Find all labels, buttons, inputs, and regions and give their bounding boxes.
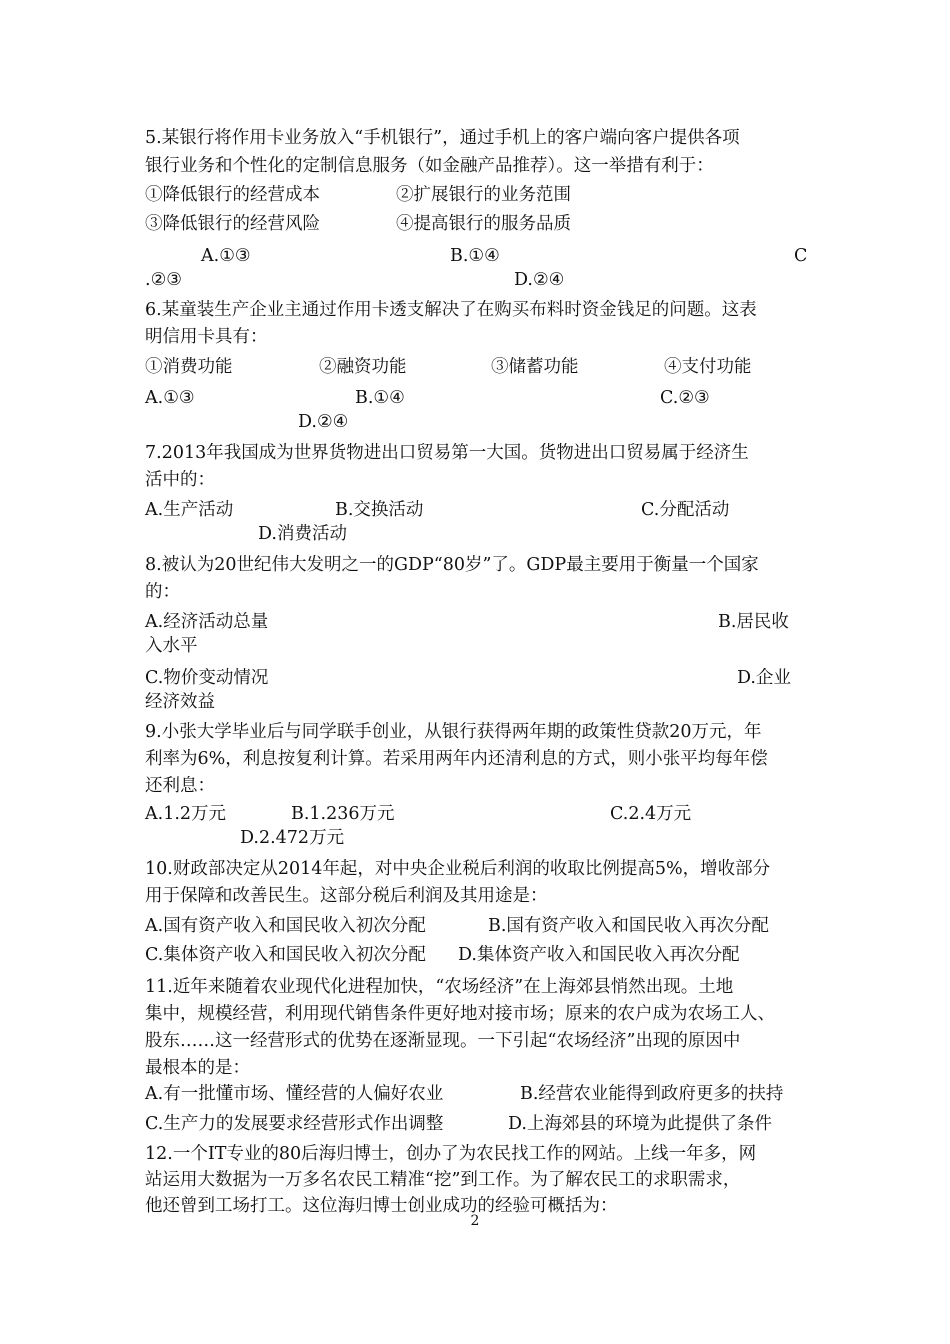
q6-statement-3: ③储蓄功能	[491, 357, 579, 377]
q11-choice-a: A.有一批懂市场、懂经营的人偏好农业	[145, 1084, 444, 1104]
q8-choice-b-part2: 入水平	[145, 636, 198, 656]
q6-statement-1: ①消费功能	[145, 357, 233, 377]
q5-statement-4: ④提高银行的服务品质	[396, 214, 571, 234]
q7-choice-c: C.分配活动	[641, 500, 730, 520]
q9-stem-line3: 还利息：	[145, 776, 215, 796]
q11-choice-d: D.上海郊县的环境为此提供了条件	[508, 1114, 772, 1134]
q5-choice-d: D.②④	[514, 270, 565, 290]
q8-choice-d-part2: 经济效益	[145, 692, 215, 712]
q5-choice-c-part2: .②③	[145, 270, 182, 290]
q9-choice-b: B.1.236万元	[291, 804, 395, 824]
q6-statement-2: ②融资功能	[319, 357, 407, 377]
q12-stem-line1: 12.一个IT专业的80后海归博士，创办了为农民找工作的网站。上线一年多，网	[145, 1144, 757, 1164]
q8-choice-a: A.经济活动总量	[145, 612, 269, 632]
q10-choice-b: B.国有资产收入和国民收入再次分配	[488, 916, 769, 936]
q6-choice-d: D.②④	[298, 412, 349, 432]
q7-stem-line1: 7.2013年我国成为世界货物进出口贸易第一大国。货物进出口贸易属于经济生	[145, 443, 749, 463]
q5-choice-c-part1: C	[794, 246, 808, 266]
q6-statement-4: ④支付功能	[664, 357, 752, 377]
q7-stem-line2: 活中的：	[145, 470, 215, 490]
q9-choice-c: C.2.4万元	[610, 804, 692, 824]
q8-stem-line1: 8.被认为20世纪伟大发明之一的GDP“80岁”了。GDP最主要用于衡量一个国家	[145, 555, 759, 575]
q8-choice-b-part1: B.居民收	[718, 612, 789, 632]
q5-statement-2: ②扩展银行的业务范围	[396, 185, 571, 205]
q8-choice-d-part1: D.企业	[737, 668, 791, 688]
q8-stem-line2: 的：	[145, 582, 180, 602]
q10-stem-line2: 用于保障和改善民生。这部分税后利润及其用途是：	[145, 886, 548, 906]
q7-choice-a: A.生产活动	[145, 500, 234, 520]
q11-choice-c: C.生产力的发展要求经营形式作出调整	[145, 1114, 444, 1134]
q6-choice-c: C.②③	[660, 388, 710, 408]
q12-stem-line2: 站运用大数据为一万多名农民工精准“挖”到工作。为了解农民工的求职需求，	[145, 1170, 741, 1190]
q11-stem-line4: 最根本的是：	[145, 1058, 250, 1078]
q5-choice-b: B.①④	[450, 246, 500, 266]
q5-statement-1: ①降低银行的经营成本	[145, 185, 320, 205]
q10-choice-c: C.集体资产收入和国民收入初次分配	[145, 945, 426, 965]
q11-stem-line2: 集中，规模经营，利用现代销售条件更好地对接市场；原来的农户成为农场工人、	[145, 1004, 775, 1024]
q6-choice-a: A.①③	[145, 388, 195, 408]
q5-stem-line1: 5.某银行将作用卡业务放入“手机银行”，通过手机上的客户端向客户提供各项	[145, 128, 740, 148]
q11-choice-b: B.经营农业能得到政府更多的扶持	[520, 1084, 784, 1104]
q11-stem-line1: 11.近年来随着农业现代化进程加快，“农场经济”在上海郊县悄然出现。土地	[145, 977, 734, 997]
q6-stem-line2: 明信用卡具有：	[145, 327, 268, 347]
q9-stem-line2: 利率为6%，利息按复利计算。若采用两年内还清利息的方式，则小张平均每年偿	[145, 749, 768, 769]
q10-choice-d: D.集体资产收入和国民收入再次分配	[458, 945, 740, 965]
q5-stem-line2: 银行业务和个性化的定制信息服务（如金融产品推荐）。这一举措有利于：	[145, 156, 714, 176]
q5-statement-3: ③降低银行的经营风险	[145, 214, 320, 234]
q11-stem-line3: 股东……这一经营形式的优势在逐渐显现。一下引起“农场经济”出现的原因中	[145, 1031, 741, 1051]
q9-choice-a: A.1.2万元	[145, 804, 227, 824]
q9-stem-line1: 9.小张大学毕业后与同学联手创业，从银行获得两年期的政策性贷款20万元，年	[145, 722, 762, 742]
q10-choice-a: A.国有资产收入和国民收入初次分配	[145, 916, 426, 936]
q6-choice-b: B.①④	[355, 388, 405, 408]
q9-choice-d: D.2.472万元	[240, 828, 345, 848]
q5-choice-a: A.①③	[201, 246, 251, 266]
page-number: 2	[470, 1213, 480, 1229]
q10-stem-line1: 10.财政部决定从2014年起，对中央企业税后利润的收取比例提高5%，增收部分	[145, 859, 771, 879]
q7-choice-d: D.消费活动	[258, 524, 347, 544]
q6-stem-line1: 6.某童装生产企业主通过作用卡透支解决了在购买布料时资金钱足的问题。这表	[145, 300, 757, 320]
q12-stem-line3: 他还曾到工场打工。这位海归博士创业成功的经验可概括为：	[145, 1196, 618, 1216]
q7-choice-b: B.交换活动	[335, 500, 424, 520]
q8-choice-c: C.物价变动情况	[145, 668, 269, 688]
